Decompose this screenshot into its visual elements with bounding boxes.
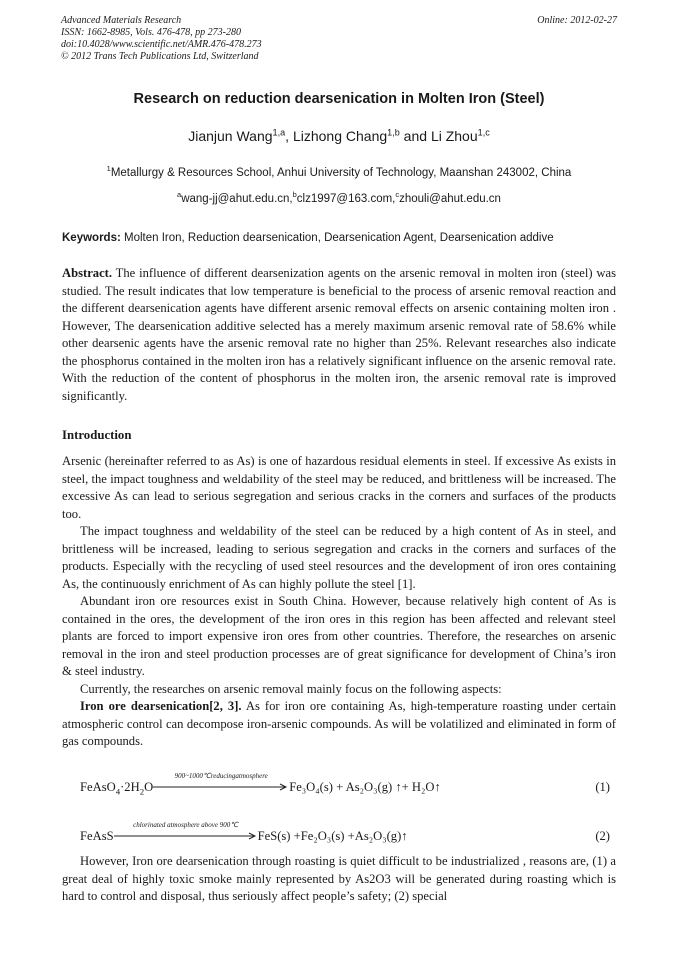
equation-lhs: FeAsS [80, 829, 114, 843]
paragraph-lead: Iron ore dearsenication[2, 3]. [80, 699, 242, 713]
paper-title: Research on reduction dearsenication in Molten Iron (Steel) [133, 91, 545, 107]
author-list [0, 128, 678, 144]
email-list [0, 190, 678, 205]
issn-line: ISSN: 1662-8985, Vols. 476-478, pp 273-280 [61, 27, 241, 38]
keywords-text: Molten Iron, Reduction dearsenication, Dearsenication Agent, Dearsenication addive [120, 232, 554, 244]
email-link[interactable]: wang-jj@ahut.edu.cn, [181, 193, 293, 205]
keywords [62, 232, 618, 244]
reaction-condition: chlorinated atmosphere above 900℃ [133, 821, 239, 829]
equation-rhs: Fe₃O₄(s) + As₂O₃(g) ↑+ H₂O↑ [289, 780, 441, 794]
online-date: Online: 2012-02-27 [537, 15, 617, 26]
equation-1 [80, 772, 610, 797]
keywords-label: Keywords: [62, 232, 121, 244]
reaction-condition: 900~1000℃reducingatmosphere [174, 772, 268, 780]
equation-2 [80, 821, 610, 844]
paragraph: Iron ore dearsenication[2, 3]. As for iron ore containing As, high-temperature roasting under certain atmospheric control can decompose iron-arsenic compounds. As will be volatilized and eliminated in form of gas compounds. [62, 699, 616, 748]
email-sup: a [177, 190, 182, 200]
introduction-body [62, 453, 616, 751]
equation-number: (1) [595, 780, 610, 794]
journal-name: Advanced Materials Research [61, 15, 182, 26]
email-sup: b [292, 190, 297, 200]
author-separator: , [285, 128, 293, 144]
author-name: Jianjun Wang [188, 128, 273, 144]
abstract [62, 265, 616, 405]
journal-header [61, 15, 617, 63]
abstract-text: The influence of different dearsenization agents on the arsenic removal in molten iron (steel) was studied. The result indicates that low temperature is beneficial to the process of arsenic removal reaction and the different dearsenication agents have different arsenic removal effects on arsenic containing molten iron . However, The dearsenication additive selected has a merely maximum arsenic removal rate of 58.6% while other dearsenic agents have the arsenic removal rate no higher than 25%. Relevant researches also indicate the phosphorus contained in the molten iron has a relatively significant influence on the arsenic removal rate. With the reduction of the content of phosphorus in the molten iron, the arsenic removal rate is improved significantly. [62, 266, 616, 403]
paragraph: Currently, the researches on arsenic removal mainly focus on the following aspects: [80, 681, 502, 696]
paragraph: However, Iron ore dearsenication through roasting is quiet difficult to be industrialized , reasons are, (1) a great deal of highly toxic smoke mainly represented by As2O3 will be generated during roasting which is hard to control and disposal, thus seriously affect people’s safety; (2) special [62, 854, 616, 903]
paragraph: Abundant iron ore resources exist in South China. However, because relatively high content of As is contained in the ores, the development of the iron ores in this region has been affected and relevant steel plants are forced to import expensive iron ores from other countries. Therefore, the researches on arsenic removal in the iron and steel production processes are of great significance for development of China’s iron & steel industry. [62, 594, 616, 678]
author-sup: 1,c [477, 127, 490, 138]
email-link[interactable]: zhouli@ahut.edu.cn [399, 193, 501, 205]
author-name: Li Zhou [430, 128, 478, 144]
author-sup: 1,b [387, 127, 400, 138]
reaction-arrow [114, 821, 258, 840]
equation-rhs: FeS(s) +Fe₂O₃(s) +As₂O₃(g)↑ [257, 829, 408, 843]
author-sup: 1,a [272, 127, 286, 138]
reaction-arrow [153, 772, 289, 791]
author-and: and [399, 128, 431, 144]
affiliation-sup: 1 [106, 164, 111, 174]
author-name: Lizhong Chang [292, 128, 388, 144]
equation-lhs: $FeAsO_4\cdot 2H_2O$ [80, 780, 154, 797]
paragraph: Arsenic (hereinafter referred to as As) is one of hazardous residual elements in steel. If excessive As exists in steel, the impact toughness and weldability of the steel may be reduced, and brittleness will be increased. The excessive As can lead to serious segregation and serious cracks in the corners and surfaces of the products too. [62, 454, 616, 521]
abstract-label: Abstract. [62, 266, 113, 280]
paragraph: The impact toughness and weldability of the steel can be reduced by a high content of As in steel, and brittleness will be increased, leading to serious segregation and cracks in the corners and surfaces of the products. Especially with the recycling of used steel resources and the development of iron ores containing As, the continuously enrichment of As can highly pollute the steel [1]. [62, 524, 616, 591]
affiliation [0, 164, 678, 179]
email-link[interactable]: clz1997@163.com, [296, 193, 396, 205]
doi-line: doi:10.4028/www.scientific.net/AMR.476-478.273 [61, 39, 262, 50]
closing-body [62, 853, 616, 906]
copyright-line: © 2012 Trans Tech Publications Ltd, Switzerland [61, 51, 259, 62]
email-sup: c [395, 190, 400, 200]
equation-number: (2) [595, 829, 610, 843]
affiliation-text: Metallurgy & Resources School, Anhui University of Technology, Maanshan 243002, China [110, 167, 572, 179]
section-heading-introduction: Introduction [62, 428, 132, 442]
